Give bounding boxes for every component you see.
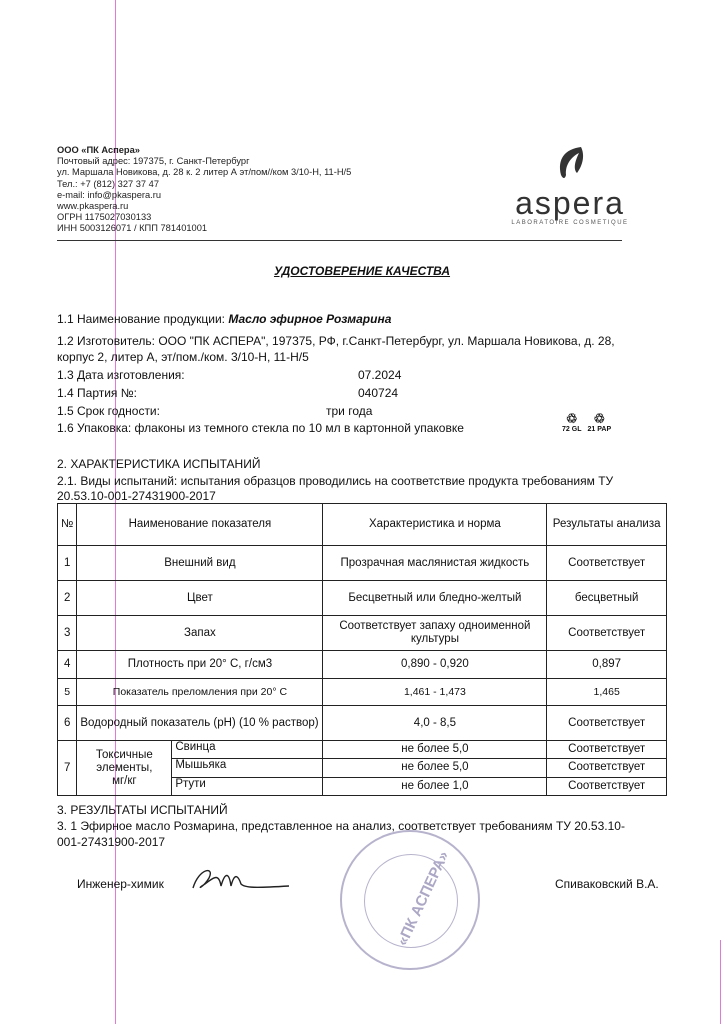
recycle-num: 21: [587, 426, 596, 433]
cell: Показатель преломления при 20° С: [77, 679, 323, 706]
batch-label: 1.4 Партия №:: [57, 386, 137, 400]
table-row: [58, 616, 667, 651]
document-title: УДОСТОВЕРЕНИЕ КАЧЕСТВА: [273, 264, 451, 278]
email: e-mail: info@pkaspera.ru: [57, 189, 161, 200]
col-header: Наименование показателя: [77, 504, 323, 546]
signer-role: Инженер-химик: [77, 877, 164, 891]
cell: Соответствует запаху одноименной культуры: [323, 616, 547, 651]
cell: 4,0 - 8,5: [323, 706, 547, 741]
cell: не более 5,0: [323, 759, 547, 777]
cell: Плотность при 20° С, г/см3: [77, 651, 323, 679]
toxic-elements-label: Токсичные элементы, мг/кг: [77, 741, 172, 795]
shelf-life: три года: [326, 404, 373, 418]
company-stamp: [340, 830, 480, 970]
product-name-line: [57, 312, 391, 326]
cell: [77, 741, 323, 796]
scan-artifact-line: [720, 940, 721, 1024]
address-line: Почтовый адрес: 197375, г. Санкт-Петербург: [57, 156, 250, 167]
cell: 1,465: [547, 679, 667, 706]
table-row: [58, 706, 667, 741]
manufacture-date-label: 1.3 Дата изготовления:: [57, 368, 185, 382]
cell: Водородный показатель (pH) (10 % раствор): [77, 706, 323, 741]
cell: Соответствует: [547, 759, 667, 777]
element-name: Мышьяка: [172, 759, 322, 777]
table-row: [58, 651, 667, 679]
manufacturer-line: 1.2 Изготовитель: ООО "ПК АСПЕРА", 197375, РФ, г.Санкт-Петербург, ул. Маршала Новикова, д. 28,: [57, 334, 615, 348]
element-name: Свинца: [172, 741, 322, 759]
aspera-logo: [510, 145, 630, 226]
test-types-line: 2.1. Виды испытаний: испытания образцов проводились на соответствие продукта требованиям ТУ: [57, 474, 614, 488]
manufacturer-line-2: корпус 2, литер А, эт/пом./ком. 3/10-Н, 11-Н/5: [57, 350, 309, 364]
logo-word: aspera: [515, 185, 625, 221]
test-types-line-2: 20.53.10-001-27431900-2017: [57, 489, 216, 503]
stamp-text: «ПК АСПЕРА»: [393, 848, 453, 949]
cell: Прозрачная маслянистая жидкость: [323, 546, 547, 581]
ogrn: ОГРН 1175027030133: [57, 212, 152, 223]
table-row: [58, 741, 667, 759]
table-row: [58, 546, 667, 581]
cell: Соответствует: [547, 546, 667, 581]
batch-number: 040724: [358, 386, 399, 400]
product-name: Масло эфирное Розмарина: [228, 312, 392, 326]
cell: Соответствует: [547, 616, 667, 651]
recycling-marks: [562, 412, 611, 433]
col-header: №: [58, 504, 77, 546]
recycle-code: GL: [571, 426, 582, 433]
table-row: [58, 581, 667, 616]
section-2-heading: 2. ХАРАКТЕРИСТИКА ИСПЫТАНИЙ: [57, 457, 261, 471]
recycle-code: PAP: [597, 426, 612, 433]
manufacture-date: 07.2024: [358, 368, 402, 382]
cell: бесцветный: [547, 581, 667, 616]
website: www.pkaspera.ru: [57, 201, 129, 212]
cell: Цвет: [77, 581, 323, 616]
cell: Соответствует: [547, 741, 667, 759]
cell: 1,461 - 1,473: [323, 679, 547, 706]
section-3-heading: 3. РЕЗУЛЬТАТЫ ИСПЫТАНИЙ: [57, 803, 228, 817]
cell: Соответствует: [547, 777, 667, 795]
leaf-icon: [555, 145, 585, 181]
cell: Внешний вид: [77, 546, 323, 581]
recycle-icon: ♲ 21 PAP: [587, 411, 612, 433]
conclusion-line-2: 001-27431900-2017: [57, 835, 166, 849]
shelf-life-label: 1.5 Срок годности:: [57, 404, 160, 418]
signer-name: Спиваковский В.А.: [555, 877, 659, 891]
phone: Тел.: +7 (812) 327 37 47: [57, 178, 160, 189]
cell: 1: [58, 546, 77, 581]
col-header: Результаты анализа: [547, 504, 667, 546]
cell: Запах: [77, 616, 323, 651]
cell: не более 5,0: [323, 741, 547, 759]
conclusion-line: 3. 1 Эфирное масло Розмарина, представленное на анализ, соответствует требованиям ТУ 20.53.10-: [57, 819, 625, 833]
recycle-num: 72: [562, 426, 570, 433]
cell: 0,890 - 0,920: [323, 651, 547, 679]
packaging-line: 1.6 Упаковка: флаконы из темного стекла по 10 мл в картонной упаковке: [57, 421, 464, 435]
company-header: [57, 145, 351, 235]
label: 1.1 Наименование продукции:: [57, 312, 229, 326]
col-header: Характеристика и норма: [323, 504, 547, 546]
signature: [185, 858, 295, 898]
cell: 4: [58, 651, 77, 679]
cell: 5: [58, 679, 77, 706]
cell: 6: [58, 706, 77, 741]
header-divider: [57, 240, 622, 241]
inn-kpp: ИНН 5003126071 / КПП 781401001: [57, 223, 208, 234]
address-line: ул. Маршала Новикова, д. 28 к. 2 литер А эт/пом//ком 3/10-Н, 11-Н/5: [57, 167, 352, 178]
element-name: Ртути: [175, 777, 206, 790]
cell: Бесцветный или бледно-желтый: [323, 581, 547, 616]
table-row: [58, 679, 667, 706]
recycle-icon: ♲ 72 GL: [562, 411, 582, 433]
logo-subtitle: LABORATOIRE COSMETIQUE: [511, 220, 629, 226]
table-header: [58, 504, 667, 546]
company-name: ООО «ПК Аспера»: [57, 145, 140, 155]
test-results-table: [57, 503, 667, 796]
cell: 0,897: [547, 651, 667, 679]
cell: Соответствует: [547, 706, 667, 741]
cell: 2: [58, 581, 77, 616]
cell: 7: [58, 741, 77, 796]
cell: не более 1,0: [323, 777, 547, 795]
cell: 3: [58, 616, 77, 651]
